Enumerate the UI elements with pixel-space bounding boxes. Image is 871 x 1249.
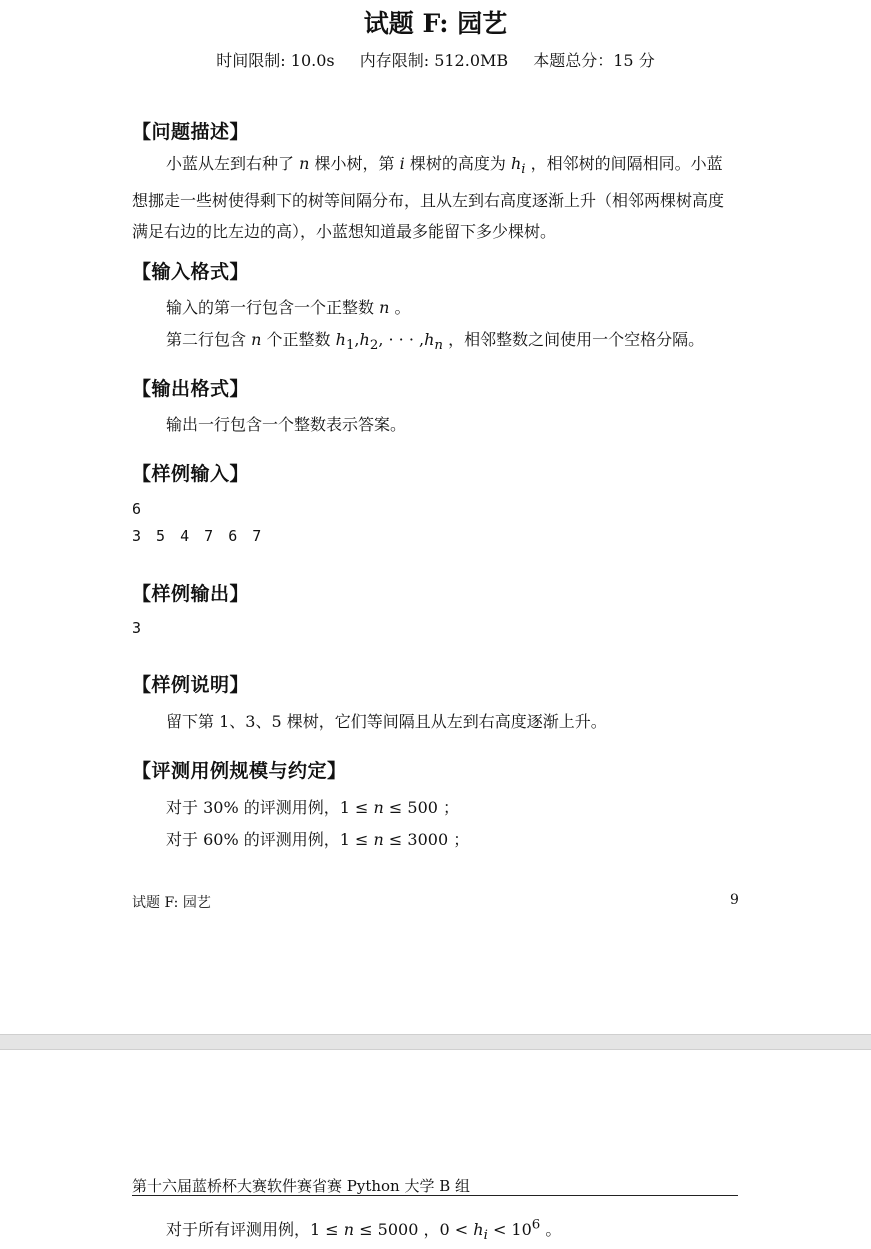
constraint-text: 对于 60% 的评测用例，1 ≤: [166, 830, 369, 849]
var-n: n: [373, 830, 384, 849]
comma: ,: [378, 330, 384, 349]
page-separator: [0, 1034, 871, 1050]
sample-explain-heading: 【样例说明】: [132, 674, 250, 696]
output-line: 输出一行包含一个整数表示答案。: [166, 415, 407, 434]
var-i: i: [399, 154, 405, 173]
problem-meta: [0, 48, 871, 71]
page-2: [0, 1050, 871, 1249]
input-text: 第二行包含: [166, 330, 247, 349]
output-heading: 【输出格式】: [132, 378, 250, 400]
sample-explain-line: 留下第 1、3、5 棵树，它们等间隔且从左到右高度逐渐上升。: [166, 712, 607, 731]
dots: · · · ,: [388, 330, 425, 349]
footer-left: 试题 F: 园艺: [132, 895, 211, 911]
sub-1: 1: [345, 338, 355, 354]
input-heading: 【输入格式】: [132, 261, 250, 283]
input-text: ，相邻整数之间使用一个空格分隔。: [448, 330, 705, 349]
footer-page-number: 9: [730, 892, 739, 908]
constraint-text: ≤ 500 ；: [388, 798, 460, 817]
sample-output-line: 3: [132, 619, 145, 637]
input-text: 个正整数: [266, 330, 331, 349]
description-text: 棵树的高度为: [409, 154, 506, 173]
time-limit: 时间限制: 10.0s: [216, 51, 335, 70]
constraint-text: 对于 30% 的评测用例，1 ≤: [166, 798, 369, 817]
description-heading: 【问题描述】: [132, 121, 250, 143]
var-h: h: [424, 330, 435, 349]
description-text: 棵小树，第: [314, 154, 395, 173]
sample-output-heading: 【样例输出】: [132, 583, 250, 605]
total-score: 本题总分：15 分: [533, 51, 655, 70]
var-h: h: [359, 330, 370, 349]
problem-title: 试题 F: 园艺: [363, 9, 508, 38]
constraint-3: [166, 1217, 561, 1243]
sub-n: n: [434, 338, 444, 354]
input-line-2: [166, 327, 704, 353]
input-text: 输入的第一行包含一个正整数: [166, 298, 375, 317]
var-h: h: [473, 1220, 484, 1239]
constraint-text: ≤ 3000 ；: [388, 830, 470, 849]
memory-limit: 内存限制: 512.0MB: [359, 51, 509, 70]
constraint-text: < 10: [492, 1220, 532, 1239]
var-n: n: [299, 154, 310, 173]
constraint-text: 。: [545, 1220, 562, 1239]
constraint-text: 对于所有评测用例，1 ≤: [166, 1220, 339, 1239]
var-n: n: [373, 798, 384, 817]
constraint-text: ≤ 5000 ，0 <: [359, 1220, 469, 1239]
var-n: n: [343, 1220, 355, 1239]
input-line-1: [166, 295, 411, 318]
exponent: 6: [531, 1217, 541, 1233]
var-n: n: [251, 330, 262, 349]
constraint-1: [166, 795, 459, 818]
description-text: ，相邻树的间隔相同。小蓝想挪走一些树使得剩下的树等间隔分布，且从左到右高度逐渐上升（相邻两棵树高度满足右边的比左边的高），小蓝想知道最多能留下多少棵树。: [132, 154, 725, 242]
constraint-2: [166, 827, 469, 850]
sample-input-heading: 【样例输入】: [132, 463, 250, 485]
constraints-heading: 【评测用例规模与约定】: [132, 760, 347, 782]
page-header: 第十六届蓝桥杯大赛软件赛省赛 Python 大学 B 组: [132, 1177, 471, 1195]
sample-input-line-1: 6: [132, 500, 145, 518]
comma: ,: [354, 330, 360, 349]
sub-2: 2: [369, 338, 379, 354]
var-h: h: [510, 154, 522, 173]
input-text: 。: [394, 298, 411, 317]
description-text: 小蓝从左到右种了: [166, 154, 295, 173]
description-paragraph: [132, 148, 738, 247]
var-n: n: [379, 298, 390, 317]
header-rule: [132, 1195, 738, 1196]
sample-input-line-2: 3 5 4 7 6 7: [132, 527, 265, 545]
var-h: h: [335, 330, 346, 349]
var-sub-i: i: [521, 162, 526, 178]
var-sub-i: i: [483, 1228, 488, 1244]
